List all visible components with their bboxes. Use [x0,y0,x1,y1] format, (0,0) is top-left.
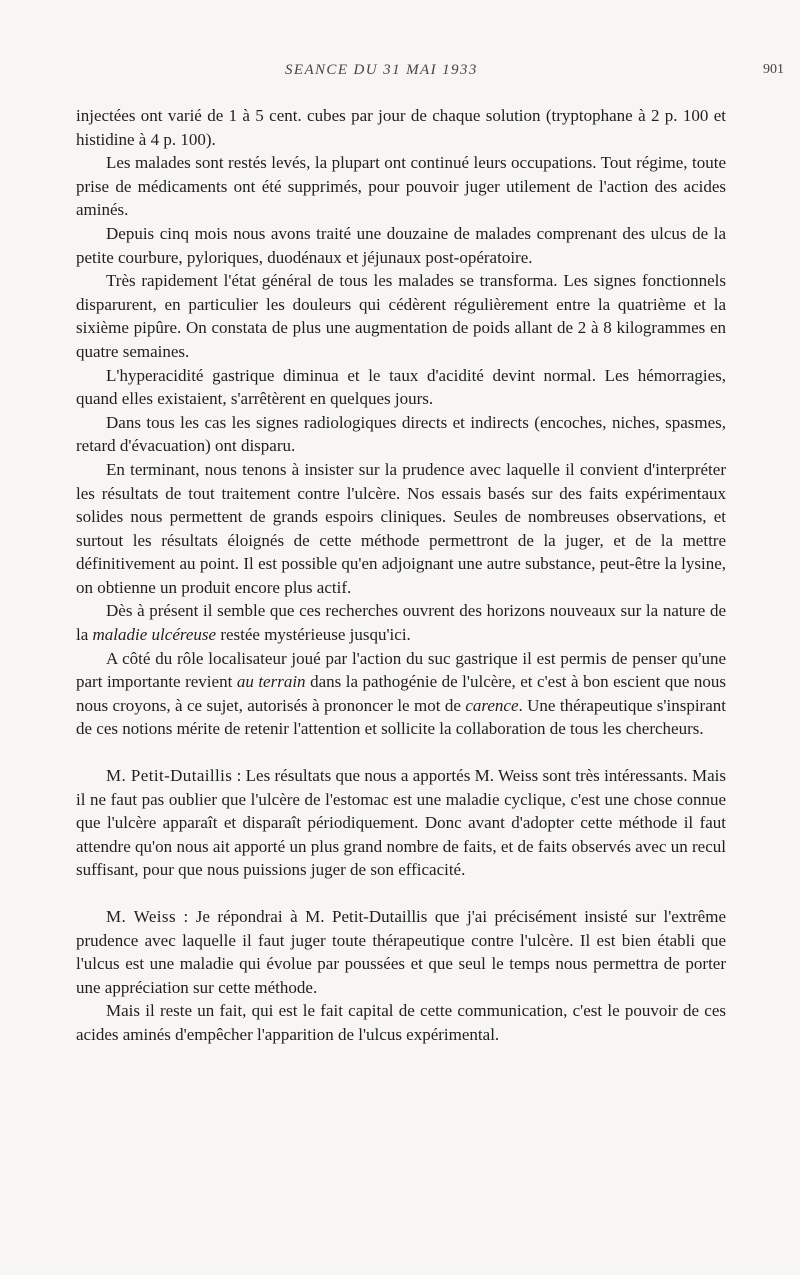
paragraph-9 [76,647,726,741]
paragraph-8-text-b: restée mystérieuse jusqu'ici. [216,625,411,645]
paragraph-10-text: : Les résultats que nous a apportés M. Weiss sont très intéressants. Mais il ne faut pas oublier que l'ulcère de l'estomac est une maladie cyclique, c'est une chose connue que l'ulcère apparaît et disparaît périodiquement. Donc avant d'adopter cette méthode il faut attendre qu'on nous ait apporté un plus grand nombre de faits, et de faits observés avec un recul suffisant, pour que nous puissions juger de son efficacité. [76,766,726,880]
page-number: 901 [763,62,784,77]
paragraph-5: L'hyperacidité gastrique diminua et le taux d'acidité devint normal. Les hémorragies, quand elles existaient, s'arrêtèrent en quelques jours. [76,365,726,409]
paragraph-4: Très rapidement l'état général de tous les malades se transforma. Les signes fonctionnels disparurent, en particulier les douleurs qui cédèrent régulièrement entre la quatrième et la sixième pipûre. On constata de plus une augmentation de poids allant de 2 à 8 kilogrammes en quatre semaines. [76,271,726,361]
paragraph-8-text-a: Dès à présent il semble que ces recherches ouvrent des horizons nouveaux sur la nature de la [76,601,726,645]
paragraph-2: Les malades sont restés levés, la plupart ont continué leurs occupations. Tout régime, toute prise de médicaments ont été supprimés, pour pouvoir juger utilement de l'action des acides aminés. [76,153,726,220]
paragraph-9-text-c: . Une thérapeutique s'inspirant de ces notions mérite de retenir l'attention et sollicite la collaboration de tous les chercheurs. [76,695,726,739]
paragraph-7: En terminant, nous tenons à insister sur la prudence avec laquelle il convient d'interpréter les résultats de tout traitement contre l'ulcère. Nos essais basés sur des faits expérimentaux solides nous permettent de grands espoirs cliniques. Seules de nombreuses observations, et surtout les résultats éloignés de cette méthode permettront de la juger, et de la mettre définitivement au point. Il est possible qu'en adjoignant une autre substance, peut-être la lysine, on obtienne un produit encore plus actif. [76,459,726,597]
body-text [76,104,726,1047]
paragraph-12: Mais il reste un fait, qui est le fait capital de cette communication, c'est le pouvoir de ces acides aminés d'empêcher l'apparition de l'ulcus expérimental. [76,1001,726,1044]
paragraph-6: Dans tous les cas les signes radiologiques directs et indirects (encoches, niches, spasmes, retard d'évacuation) ont disparu. [76,412,726,456]
paragraph-3: Depuis cinq mois nous avons traité une douzaine de malades comprenant des ulcus de la petite courbure, pyloriques, duodénaux et jéjunaux post-opératoire. [76,223,726,267]
paragraph-10 [76,764,726,882]
paragraph-11 [76,905,726,999]
paragraph-9-emphasis-1: au terrain [236,672,306,692]
running-head: SEANCE DU 31 MAI 1933 [285,62,478,78]
paragraph-9-text-b: dans la pathogénie de l'ulcère, et c'est à bon escient que nous nous croyons, à ce sujet, autorisés à prononcer le mot de [76,672,726,715]
speaker-name-1: M. Petit-Dutaillis [106,766,233,786]
paragraph-11-text: : Je répondrai à M. Petit-Dutaillis que j'ai précisément insisté sur l'extrême prudence avec laquelle il faut juger toute thérapeutique contre l'ulcère. Il est bien établi que l'ulcus est une maladie qui évolue par poussées et que seul le temps nous permettra de porter une appréciation sur cette méthode. [76,907,726,997]
paragraph-1: injectées ont varié de 1 à 5 cent. cubes par jour de chaque solution (tryptophane à 2 p. 100 et histidine à 4 p. 100). [76,106,726,149]
page-header [0,62,800,86]
paragraph-9-text-a: A côté du rôle localisateur joué par l'action du suc gastrique il est permis de penser qu'une part importante revient [76,648,726,692]
paragraph-8 [76,599,726,646]
speaker-name-2: M. Weiss [106,907,176,926]
paragraph-8-emphasis: maladie ulcéreuse [92,625,217,645]
paragraph-9-emphasis-2: carence [465,695,519,715]
